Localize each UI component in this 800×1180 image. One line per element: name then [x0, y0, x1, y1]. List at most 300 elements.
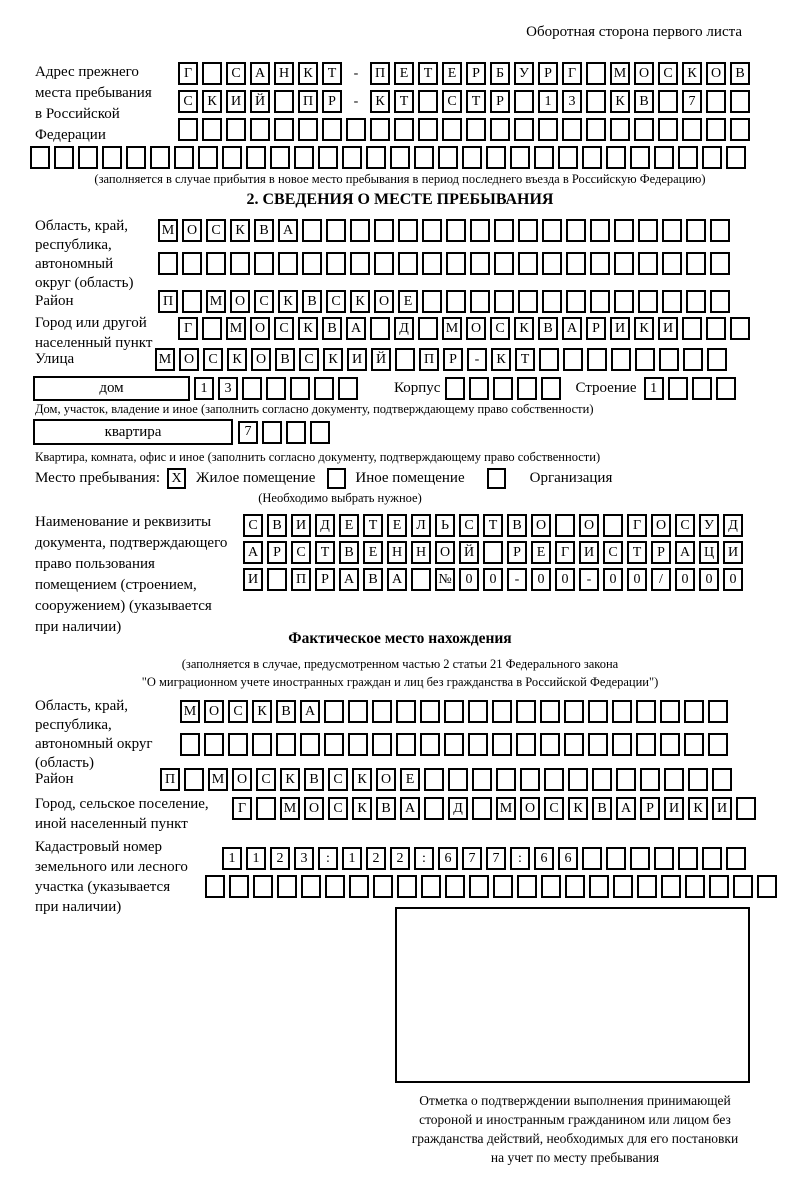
- confirmation-stamp-box: [395, 907, 750, 1083]
- char-cell-filled: С: [490, 317, 510, 340]
- char-cell-empty: [204, 733, 224, 756]
- district-row: [158, 290, 730, 313]
- stay-type-note: (Необходимо выбрать нужное): [258, 491, 422, 505]
- char-cell-filled: В: [538, 317, 558, 340]
- char-cell-empty: [708, 733, 728, 756]
- char-cell-empty: [466, 118, 486, 141]
- actual-region-label: Область, край, республика, автономный округ (область): [35, 698, 153, 771]
- char-cell-filled: И: [712, 797, 732, 820]
- street-label: Улица: [35, 351, 75, 367]
- char-cell-empty: [229, 875, 249, 898]
- char-cell-empty: [539, 348, 559, 371]
- char-cell-empty: [301, 875, 321, 898]
- char-cell-empty: [517, 377, 537, 400]
- char-cell-filled: А: [250, 62, 270, 85]
- char-cell-empty: [606, 146, 626, 169]
- char-cell-empty: [685, 875, 705, 898]
- char-cell-filled: К: [352, 797, 372, 820]
- char-cell-empty: [726, 146, 746, 169]
- char-cell-filled: В: [339, 541, 359, 564]
- char-cell-filled: 0: [627, 568, 647, 591]
- char-cell-empty: [568, 768, 588, 791]
- char-cell-filled: И: [243, 568, 263, 591]
- char-cell-filled: У: [699, 514, 719, 537]
- stroenie-label: Строение: [575, 380, 637, 396]
- actual-district-label: Район: [35, 771, 74, 787]
- char-cell-filled: О: [251, 348, 271, 371]
- char-cell-empty: [294, 146, 314, 169]
- char-cell-empty: [266, 377, 286, 400]
- char-cell-filled: С: [328, 797, 348, 820]
- char-cell-empty: [640, 768, 660, 791]
- char-cell-filled: М: [442, 317, 462, 340]
- char-cell-empty: [736, 797, 756, 820]
- char-cell-empty: [634, 118, 654, 141]
- char-cell-filled: Е: [363, 541, 383, 564]
- char-cell-empty: [422, 252, 442, 275]
- char-cell-empty: [686, 219, 706, 242]
- char-cell-filled: К: [352, 768, 372, 791]
- char-cell-filled: А: [339, 568, 359, 591]
- char-cell-filled: И: [226, 90, 246, 113]
- char-cell-empty: [468, 700, 488, 723]
- street-row: [155, 348, 727, 371]
- char-cell-filled: О: [204, 700, 224, 723]
- char-cell-empty: [514, 118, 534, 141]
- city-label: Город или другой населенный пункт: [35, 315, 153, 351]
- char-cell-empty: [702, 146, 722, 169]
- region-row-2: [158, 252, 730, 275]
- char-cell-filled: Р: [315, 568, 335, 591]
- char-cell-filled: Е: [442, 62, 462, 85]
- char-cell-filled: 6: [558, 847, 578, 870]
- char-cell-empty: [462, 146, 482, 169]
- char-cell-filled: О: [466, 317, 486, 340]
- cadastral-row-2: [205, 875, 777, 898]
- char-cell-empty: [494, 290, 514, 313]
- char-cell-filled: 1: [342, 847, 362, 870]
- actual-region-row-1: [180, 700, 728, 723]
- char-cell-empty: [230, 252, 250, 275]
- cadastral-row-1: [222, 847, 746, 870]
- document-label: Наименование и реквизиты документа, подтверждающего право пользования помещением (строением, сооружением) (указывается при наличии): [35, 514, 228, 635]
- char-cell-filled: С: [206, 219, 226, 242]
- char-cell-empty: [469, 377, 489, 400]
- char-cell-empty: [686, 252, 706, 275]
- char-cell-filled: В: [275, 348, 295, 371]
- prev-address-row-2: [178, 90, 750, 113]
- char-cell-empty: [150, 146, 170, 169]
- char-cell-filled: О: [520, 797, 540, 820]
- char-cell-filled: 3: [218, 377, 238, 400]
- char-cell-filled: Й: [371, 348, 391, 371]
- char-cell-empty: [486, 146, 506, 169]
- char-cell-filled: С: [675, 514, 695, 537]
- char-cell-empty: [350, 219, 370, 242]
- char-cell-empty: [706, 118, 726, 141]
- char-cell-empty: [395, 348, 415, 371]
- char-cell-filled: П: [298, 90, 318, 113]
- city-row: [178, 317, 750, 340]
- stay-type-label: Место пребывания:: [35, 470, 160, 486]
- char-cell-empty: [587, 348, 607, 371]
- char-cell-empty: [658, 118, 678, 141]
- char-cell-empty: [563, 348, 583, 371]
- char-cell-filled: :: [510, 847, 530, 870]
- char-cell-empty: [424, 797, 444, 820]
- char-cell-filled: 2: [270, 847, 290, 870]
- char-cell-empty: [202, 317, 222, 340]
- char-cell-filled: К: [634, 317, 654, 340]
- char-cell-empty: [180, 733, 200, 756]
- char-cell-empty: [603, 514, 623, 537]
- char-cell-empty: [562, 118, 582, 141]
- char-cell-filled: 0: [555, 568, 575, 591]
- char-cell-filled: Д: [315, 514, 335, 537]
- char-cell-empty: [757, 875, 777, 898]
- char-cell-filled: О: [634, 62, 654, 85]
- char-cell-empty: [613, 875, 633, 898]
- char-cell-filled: В: [634, 90, 654, 113]
- char-cell-filled: О: [376, 768, 396, 791]
- char-cell-filled: М: [155, 348, 175, 371]
- char-cell-empty: [448, 768, 468, 791]
- char-cell-empty: [606, 847, 626, 870]
- char-cell-filled: Т: [483, 514, 503, 537]
- char-cell-filled: М: [496, 797, 516, 820]
- char-cell-filled: В: [507, 514, 527, 537]
- char-cell-empty: [468, 733, 488, 756]
- char-cell-empty: [686, 290, 706, 313]
- char-cell-empty: [710, 252, 730, 275]
- actual-city-row: [232, 797, 756, 820]
- char-cell-empty: [588, 733, 608, 756]
- char-cell-filled: И: [579, 541, 599, 564]
- apartment-row: [33, 419, 330, 445]
- char-cell-empty: [630, 146, 650, 169]
- char-cell-empty: [638, 290, 658, 313]
- char-cell-empty: [202, 118, 222, 141]
- char-cell-filled: К: [610, 90, 630, 113]
- char-cell-empty: [540, 733, 560, 756]
- char-cell-empty: [174, 146, 194, 169]
- char-cell-empty: [586, 118, 606, 141]
- char-cell-empty: [635, 348, 655, 371]
- char-cell-empty: [349, 875, 369, 898]
- char-cell-filled: К: [202, 90, 222, 113]
- char-cell-filled: -: [346, 62, 366, 85]
- char-cell-filled: В: [302, 290, 322, 313]
- checkbox-organization: [487, 468, 506, 489]
- char-cell-filled: П: [291, 568, 311, 591]
- char-cell-filled: М: [206, 290, 226, 313]
- char-cell-empty: [510, 146, 530, 169]
- char-cell-filled: С: [442, 90, 462, 113]
- char-cell-filled: -: [579, 568, 599, 591]
- char-cell-filled: В: [304, 768, 324, 791]
- char-cell-filled: Т: [418, 62, 438, 85]
- char-cell-filled: В: [592, 797, 612, 820]
- char-cell-filled: К: [370, 90, 390, 113]
- char-cell-empty: [445, 875, 465, 898]
- char-cell-empty: [518, 252, 538, 275]
- char-cell-filled: 1: [194, 377, 214, 400]
- char-cell-empty: [662, 290, 682, 313]
- char-cell-empty: [102, 146, 122, 169]
- char-cell-empty: [274, 118, 294, 141]
- actual-city-label: Город, сельское поселение, иной населенный пункт: [35, 796, 209, 832]
- char-cell-empty: [346, 118, 366, 141]
- char-cell-empty: [178, 118, 198, 141]
- char-cell-filled: С: [178, 90, 198, 113]
- char-cell-empty: [542, 252, 562, 275]
- stamp-caption: Отметка о подтверждении выполнения принимающей стороной и иностранным гражданином или лицом без гражданства действий, необходимых для его постановки на учет по месту пребывания: [411, 1093, 739, 1165]
- char-cell-empty: [326, 252, 346, 275]
- house-row: [33, 376, 736, 401]
- char-cell-empty: [290, 377, 310, 400]
- char-cell-filled: 7: [486, 847, 506, 870]
- char-cell-empty: [446, 252, 466, 275]
- char-cell-empty: [682, 118, 702, 141]
- char-cell-empty: [256, 797, 276, 820]
- char-cell-empty: [396, 733, 416, 756]
- char-cell-empty: [636, 733, 656, 756]
- char-cell-empty: [469, 875, 489, 898]
- char-cell-empty: [414, 146, 434, 169]
- char-cell-empty: [422, 290, 442, 313]
- char-cell-empty: [682, 317, 702, 340]
- house-note: Дом, участок, владение и иное (заполнить согласно документу, подтверждающему право собственности): [35, 402, 594, 416]
- char-cell-filled: Т: [515, 348, 535, 371]
- char-cell-empty: [374, 219, 394, 242]
- char-cell-empty: [706, 317, 726, 340]
- char-cell-empty: [318, 146, 338, 169]
- char-cell-empty: [592, 768, 612, 791]
- char-cell-empty: [300, 733, 320, 756]
- district-label: Район: [35, 293, 74, 309]
- char-cell-empty: [302, 252, 322, 275]
- char-cell-filled: М: [158, 219, 178, 242]
- char-cell-filled: П: [160, 768, 180, 791]
- char-cell-empty: [276, 733, 296, 756]
- char-cell-empty: [684, 733, 704, 756]
- char-cell-empty: [708, 700, 728, 723]
- char-cell-filled: И: [658, 317, 678, 340]
- apartment-box: квартира: [33, 419, 233, 445]
- char-cell-filled: 1: [246, 847, 266, 870]
- char-cell-filled: С: [459, 514, 479, 537]
- char-cell-empty: [493, 875, 513, 898]
- char-cell-empty: [660, 733, 680, 756]
- char-cell-filled: Е: [387, 514, 407, 537]
- char-cell-empty: [438, 146, 458, 169]
- char-cell-filled: О: [579, 514, 599, 537]
- char-cell-empty: [726, 847, 746, 870]
- char-cell-filled: К: [323, 348, 343, 371]
- char-cell-filled: В: [376, 797, 396, 820]
- char-cell-empty: [446, 219, 466, 242]
- char-cell-empty: [638, 252, 658, 275]
- char-cell-empty: [710, 219, 730, 242]
- char-cell-filled: В: [730, 62, 750, 85]
- char-cell-filled: Н: [274, 62, 294, 85]
- char-cell-empty: [637, 875, 657, 898]
- prev-address-row-3: [178, 118, 750, 141]
- char-cell-filled: К: [514, 317, 534, 340]
- char-cell-empty: [310, 421, 330, 444]
- char-cell-filled: Н: [411, 541, 431, 564]
- char-cell-empty: [246, 146, 266, 169]
- char-cell-empty: [493, 377, 513, 400]
- char-cell-empty: [444, 733, 464, 756]
- char-cell-empty: [638, 219, 658, 242]
- char-cell-empty: [228, 733, 248, 756]
- char-cell-filled: К: [568, 797, 588, 820]
- char-cell-filled: 0: [603, 568, 623, 591]
- char-cell-filled: М: [610, 62, 630, 85]
- option-other-premise-label: Иное помещение: [355, 470, 465, 486]
- char-cell-filled: К: [227, 348, 247, 371]
- char-cell-empty: [302, 219, 322, 242]
- char-cell-filled: 7: [682, 90, 702, 113]
- house-number-cells: [194, 377, 358, 400]
- char-cell-empty: [298, 118, 318, 141]
- char-cell-filled: А: [243, 541, 263, 564]
- actual-location-note-2: "О миграционном учете иностранных граждан и лиц без гражданства в Российской Федерации"): [141, 675, 659, 689]
- char-cell-filled: Р: [443, 348, 463, 371]
- char-cell-empty: [678, 847, 698, 870]
- char-cell-empty: [338, 377, 358, 400]
- char-cell-empty: [390, 146, 410, 169]
- char-cell-empty: [198, 146, 218, 169]
- char-cell-empty: [712, 768, 732, 791]
- char-cell-empty: [542, 290, 562, 313]
- char-cell-empty: [702, 847, 722, 870]
- char-cell-filled: П: [419, 348, 439, 371]
- char-cell-filled: Т: [315, 541, 335, 564]
- char-cell-filled: С: [299, 348, 319, 371]
- char-cell-filled: К: [350, 290, 370, 313]
- char-cell-filled: Й: [250, 90, 270, 113]
- char-cell-filled: К: [682, 62, 702, 85]
- char-cell-empty: [324, 733, 344, 756]
- char-cell-filled: О: [374, 290, 394, 313]
- region-label: Область, край, республика, автономный округ (область): [35, 218, 134, 291]
- char-cell-filled: Д: [448, 797, 468, 820]
- char-cell-filled: П: [158, 290, 178, 313]
- char-cell-empty: [582, 847, 602, 870]
- char-cell-filled: 1: [538, 90, 558, 113]
- char-cell-empty: [586, 90, 606, 113]
- char-cell-empty: [688, 768, 708, 791]
- char-cell-filled: -: [467, 348, 487, 371]
- char-cell-empty: [206, 252, 226, 275]
- char-cell-empty: [566, 219, 586, 242]
- char-cell-filled: Б: [490, 62, 510, 85]
- char-cell-empty: [184, 768, 204, 791]
- char-cell-empty: [370, 317, 390, 340]
- char-cell-empty: [418, 90, 438, 113]
- char-cell-filled: С: [254, 290, 274, 313]
- char-cell-filled: Р: [507, 541, 527, 564]
- char-cell-filled: В: [363, 568, 383, 591]
- char-cell-empty: [314, 377, 334, 400]
- char-cell-empty: [614, 290, 634, 313]
- char-cell-empty: [278, 252, 298, 275]
- char-cell-empty: [555, 514, 575, 537]
- char-cell-empty: [661, 875, 681, 898]
- char-cell-empty: [262, 421, 282, 444]
- char-cell-empty: [322, 118, 342, 141]
- document-row-1: [243, 514, 743, 537]
- char-cell-filled: Р: [267, 541, 287, 564]
- char-cell-filled: Т: [322, 62, 342, 85]
- char-cell-filled: А: [387, 568, 407, 591]
- char-cell-empty: [566, 290, 586, 313]
- char-cell-filled: 0: [459, 568, 479, 591]
- char-cell-filled: К: [298, 317, 318, 340]
- char-cell-empty: [394, 118, 414, 141]
- char-cell-filled: П: [370, 62, 390, 85]
- char-cell-empty: [588, 700, 608, 723]
- char-cell-empty: [710, 290, 730, 313]
- char-cell-empty: [614, 252, 634, 275]
- char-cell-empty: [182, 290, 202, 313]
- char-cell-filled: Е: [339, 514, 359, 537]
- char-cell-empty: [158, 252, 178, 275]
- char-cell-filled: Т: [466, 90, 486, 113]
- char-cell-filled: 6: [438, 847, 458, 870]
- stroenie-cells: [644, 377, 736, 400]
- char-cell-empty: [590, 290, 610, 313]
- char-cell-filled: С: [658, 62, 678, 85]
- char-cell-empty: [483, 541, 503, 564]
- char-cell-empty: [565, 875, 585, 898]
- char-cell-filled: :: [318, 847, 338, 870]
- char-cell-filled: 1: [644, 377, 664, 400]
- section2-title: 2. СВЕДЕНИЯ О МЕСТЕ ПРЕБЫВАНИЯ: [246, 191, 554, 208]
- char-cell-filled: С: [274, 317, 294, 340]
- char-cell-empty: [54, 146, 74, 169]
- korpus-label: Корпус: [394, 380, 441, 396]
- char-cell-filled: И: [610, 317, 630, 340]
- char-cell-empty: [444, 700, 464, 723]
- char-cell-empty: [286, 421, 306, 444]
- char-cell-filled: С: [544, 797, 564, 820]
- char-cell-filled: С: [256, 768, 276, 791]
- char-cell-empty: [492, 733, 512, 756]
- char-cell-filled: В: [267, 514, 287, 537]
- char-cell-empty: [494, 219, 514, 242]
- char-cell-filled: Н: [387, 541, 407, 564]
- char-cell-empty: [612, 700, 632, 723]
- actual-region-row-2: [180, 733, 728, 756]
- char-cell-empty: [730, 90, 750, 113]
- char-cell-empty: [372, 700, 392, 723]
- char-cell-filled: 3: [294, 847, 314, 870]
- char-cell-filled: В: [254, 219, 274, 242]
- char-cell-empty: [397, 875, 417, 898]
- char-cell-filled: О: [706, 62, 726, 85]
- char-cell-empty: [202, 62, 222, 85]
- option-residential-label: Жилое помещение: [196, 470, 316, 486]
- char-cell-empty: [424, 768, 444, 791]
- char-cell-empty: [654, 146, 674, 169]
- char-cell-empty: [516, 700, 536, 723]
- prev-address-row-4: [30, 146, 746, 169]
- char-cell-filled: А: [278, 219, 298, 242]
- char-cell-filled: Ь: [435, 514, 455, 537]
